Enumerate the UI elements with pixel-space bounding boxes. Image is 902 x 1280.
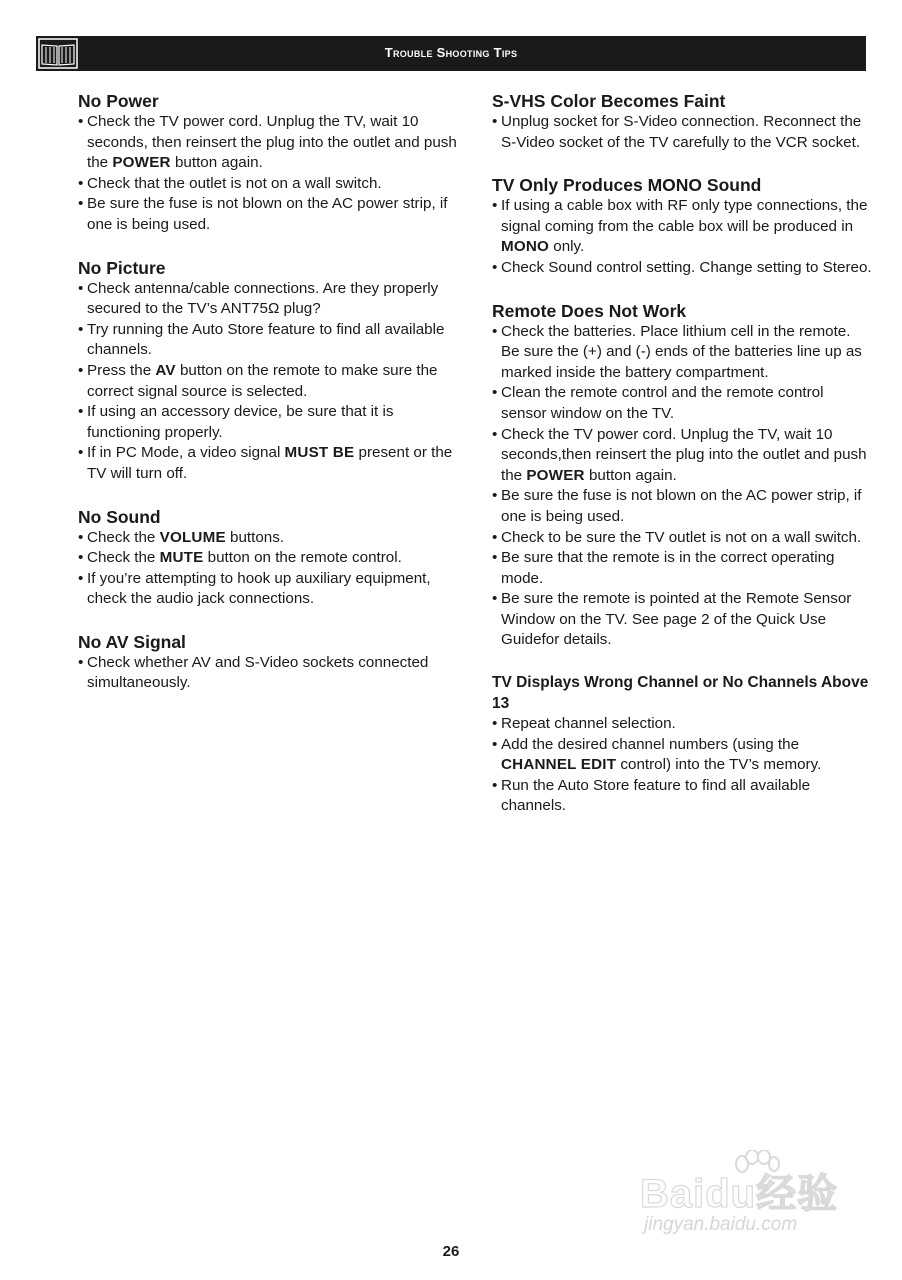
bullet-icon: • [492,735,498,753]
section-title: TV Displays Wrong Channel or No Channels Above 13 [492,674,869,713]
item-text: If in PC Mode, a video signal [87,444,285,462]
list-item [78,174,470,195]
item-text: button on the remote control. [203,549,402,567]
list-item [78,569,470,610]
list-item [492,383,872,424]
button-name: MONO [501,238,550,256]
button-name: MUTE [159,549,204,567]
bullet-icon: • [78,549,84,567]
bullet-icon: • [492,425,498,443]
list-item [78,443,470,484]
item-text: Check Sound control setting. Change setting to Stereo. [501,258,872,276]
list-item [492,196,872,258]
section [78,506,470,610]
list-item [492,548,872,589]
section [492,174,872,278]
bullet-icon: • [492,113,498,130]
bullet-icon: • [78,444,84,462]
item-text: button on the remote to make sure the correct signal source is selected. [87,361,438,400]
bullet-icon: • [492,590,498,608]
item-text: Check whether AV and S-Video sockets connected simultaneously. [87,653,429,692]
bullet-icon: • [492,715,498,733]
item-text: Check that the outlet is not on a wall switch. [87,174,382,192]
bullet-icon: • [492,197,498,215]
item-text: Add the desired channel numbers (using the [501,735,800,753]
item-text: Be sure the remote is pointed at the Remote Sensor Window on the TV. See page 2 of the Quick Use Guidefor details. [501,590,852,649]
watermark [640,1150,870,1240]
item-text: button again. [584,466,677,484]
button-name: AV [155,361,176,379]
bullet-icon: • [78,113,84,130]
item-text: Try running the Auto Store feature to find all available channels. [87,320,445,359]
bullet-icon: • [78,653,84,671]
bullet-icon: • [492,549,498,567]
list-item [78,194,470,235]
bullet-icon: • [78,528,84,546]
item-text: Run the Auto Store feature to find all available channels. [501,776,811,815]
list-item [78,528,470,549]
item-text: Check the TV power cord. Unplug the TV, wait 10 seconds,then reinsert the plug into the outlet and push the [501,425,867,484]
right-column [492,90,872,838]
bullet-icon: • [78,279,84,297]
list-item [492,258,872,279]
item-text: Press the [87,361,156,379]
item-text: Check to be sure the TV outlet is not on a wall switch. [501,528,862,546]
left-column [78,90,470,715]
item-text: If using a cable box with RF only type connections, the signal coming from the cable box will be produced in [501,197,868,235]
list-item [492,425,872,487]
bullet-icon: • [78,195,84,213]
section-title: No AV Signal [78,631,186,652]
bullet-icon: • [78,320,84,338]
item-text: Check the [87,528,160,546]
item-text: Check the TV power cord. Unplug the TV, wait 10 seconds, then reinsert the plug into the outlet and push the [87,113,457,172]
list-item [492,528,872,549]
list-item [492,486,872,527]
section [78,90,470,236]
list-item [78,402,470,443]
item-text: Be sure that the remote is in the correct operating mode. [501,549,835,587]
bullet-icon: • [78,361,84,379]
section-title: Remote Does Not Work [492,300,687,321]
section-title: TV Only Produces MONO Sound [492,175,762,196]
button-name: POWER [526,466,585,484]
item-text: Repeat channel selection. [501,715,676,733]
button-name: CHANNEL EDIT [501,756,617,774]
bullet-icon: • [78,569,84,587]
list-item [78,112,470,174]
page-number: 26 [442,1243,460,1260]
item-text: present or the TV will turn off. [87,444,453,482]
section [492,300,872,652]
button-name: MUST BE [284,444,355,462]
list-item [78,279,470,320]
item-text: Unplug socket for S-Video connection. Reconnect the S-Video socket of the TV carefully to the VCR socket. [501,113,862,151]
list-item [492,322,872,384]
bullet-icon: • [492,528,498,546]
item-text: If you’re attempting to hook up auxiliary equipment, check the audio jack connections. [87,569,431,608]
bullet-icon: • [492,258,498,276]
bullet-icon: • [492,322,498,340]
list-item [492,776,872,817]
section [78,257,470,485]
item-text: Check antenna/cable connections. Are they properly secured to the TV’s ANT75Ω plug? [87,279,439,318]
section-title: S-VHS Color Becomes Faint [492,91,726,111]
section [492,90,872,153]
section-title: No Picture [78,257,166,278]
item-text: Be sure the fuse is not blown on the AC power strip, if one is being used. [87,195,448,233]
bullet-icon: • [78,403,84,421]
list-item [78,361,470,402]
section-title: No Sound [78,506,161,527]
header-bar [36,36,866,71]
bullet-icon: • [78,174,84,192]
bullet-icon: • [492,384,498,402]
list-item [492,714,872,735]
watermark-url: jingyan.baidu.com [644,1214,798,1235]
section [492,672,872,817]
item-text: Check the batteries. Place lithium cell in the remote. Be sure the (+) and (-) ends of the batteries line up as marked inside the battery compartment. [501,322,862,381]
list-item [492,735,872,776]
list-item [78,653,470,694]
item-text: Be sure the fuse is not blown on the AC power strip, if one is being used. [501,487,862,525]
item-text: Check the [87,549,160,567]
list-item [492,589,872,651]
list-item [492,112,872,153]
item-text: If using an accessory device, be sure that it is functioning properly. [87,403,394,441]
item-text: button again. [170,154,263,172]
item-text: Clean the remote control and the remote control sensor window on the TV. [501,384,824,422]
button-name: VOLUME [159,528,226,546]
item-text: only. [549,238,585,256]
bullet-icon: • [492,487,498,505]
section-title: No Power [78,91,159,111]
header-title: Trouble Shooting Tips [384,45,518,60]
item-text: control) into the TV’s memory. [616,756,822,774]
list-item [78,320,470,361]
button-name: POWER [112,154,171,172]
watermark-brand: Baidu经验 [640,1172,839,1216]
list-item [78,548,470,569]
section [78,631,470,694]
bullet-icon: • [492,776,498,794]
item-text: buttons. [225,528,285,546]
